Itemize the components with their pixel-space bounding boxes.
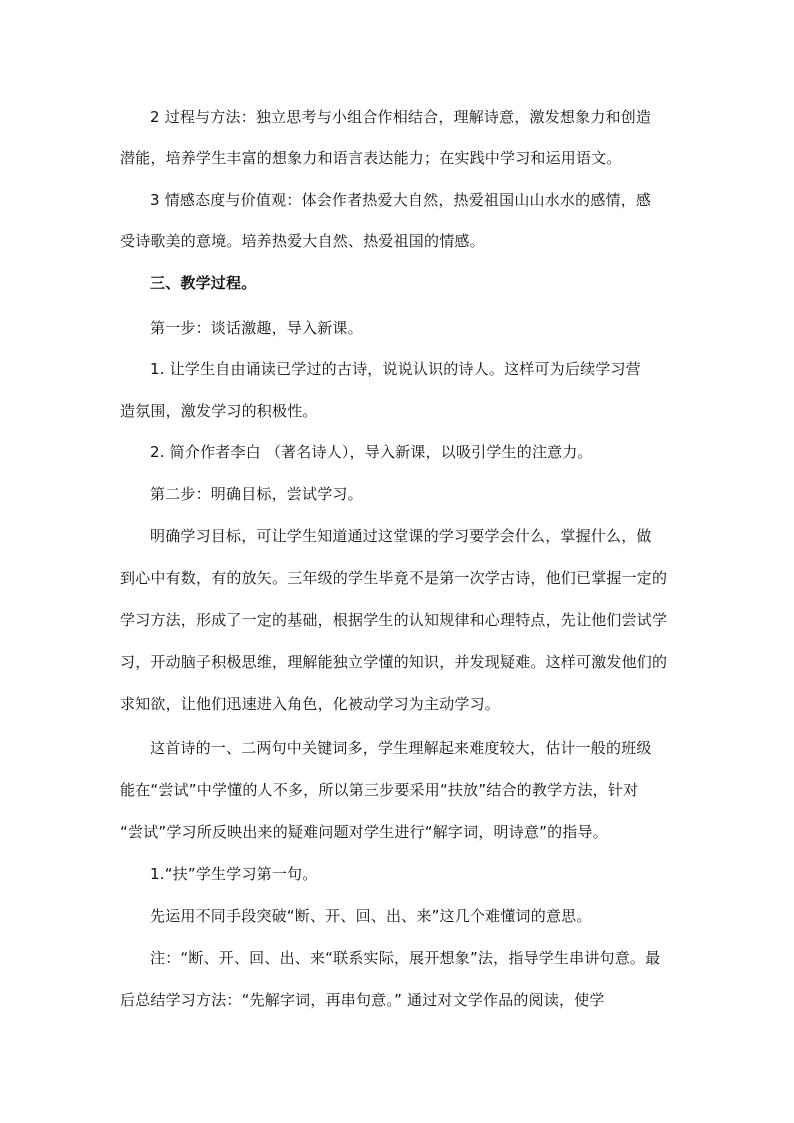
step-one-item-2: 2. 简介作者李白 （著名诗人），导入新课，以吸引学生的注意力。: [150, 443, 593, 461]
process-method-objective-line-1: 2 过程与方法：独立思考与小组合作相结合，理解诗意，激发想象力和创造: [150, 108, 652, 126]
note-paragraph-line-1: 注：“断、开、回、出、来“联系实际，展开想象”法，指导学生串讲句意。最: [150, 949, 661, 967]
step-two-heading: 第二步：明确目标，尝试学习。: [150, 485, 363, 503]
step-one-item-1-line-1: 1. 让学生自由诵读已学过的古诗，说说认识的诗人。这样可为后续学习营: [150, 360, 641, 378]
step-two-paragraph-line-2: 到心中有数，有的放矢。三年级的学生毕竟不是第一次学古诗，他们已掌握一定的: [120, 569, 668, 587]
support-step-heading: 1.“扶”学生学习第一句。: [150, 865, 318, 883]
note-paragraph-line-2: 后总结学习方法：“先解字词，再串句意。” 通过对文学作品的阅读，使学: [120, 991, 605, 1009]
step-one-item-1-line-2: 造氛围，激发学习的积极性。: [120, 402, 318, 420]
poem-difficulty-paragraph-line-3: “尝试”学习所反映出来的疑难问题对学生进行“解字词，明诗意”的指导。: [120, 823, 608, 841]
emotion-values-objective-line-2: 受诗歌美的意境。培养热爱大自然、热爱祖国的情感。: [120, 232, 485, 250]
step-two-paragraph-line-3: 学习方法，形成了一定的基础，根据学生的认知规律和心理特点，先让他们尝试学: [120, 611, 668, 629]
step-two-paragraph-line-1: 明确学习目标，可让学生知道通过这堂课的学习要学会什么，掌握什么，做: [150, 527, 652, 545]
poem-difficulty-paragraph-line-1: 这首诗的一、二两句中关键词多，学生理解起来难度较大，估计一般的班级: [150, 739, 652, 757]
emotion-values-objective-line-1: 3 情感态度与价值观：体会作者热爱大自然，热爱祖国山山水水的感情，感: [150, 191, 652, 209]
process-method-objective-line-2: 潜能，培养学生丰富的想象力和语言表达能力；在实践中学习和运用语文。: [120, 149, 622, 167]
step-two-paragraph-line-4: 习，开动脑子积极思维，理解能独立学懂的知识，并发现疑难。这样可激发他们的: [120, 653, 668, 671]
step-two-paragraph-line-5: 求知欲，让他们迅速进入角色，化被动学习为主动学习。: [120, 695, 501, 713]
poem-difficulty-paragraph-line-2: 能在“尝试”中学懂的人不多，所以第三步要采用“扶放”结合的教学方法，针对: [120, 781, 639, 799]
difficult-words-line: 先运用不同手段突破“断、开、回、出、来”这几个难懂词的意思。: [150, 907, 592, 925]
section-heading-teaching-process: 三、教学过程。: [150, 274, 257, 292]
step-one-heading: 第一步：谈话激趣，导入新课。: [150, 319, 363, 337]
